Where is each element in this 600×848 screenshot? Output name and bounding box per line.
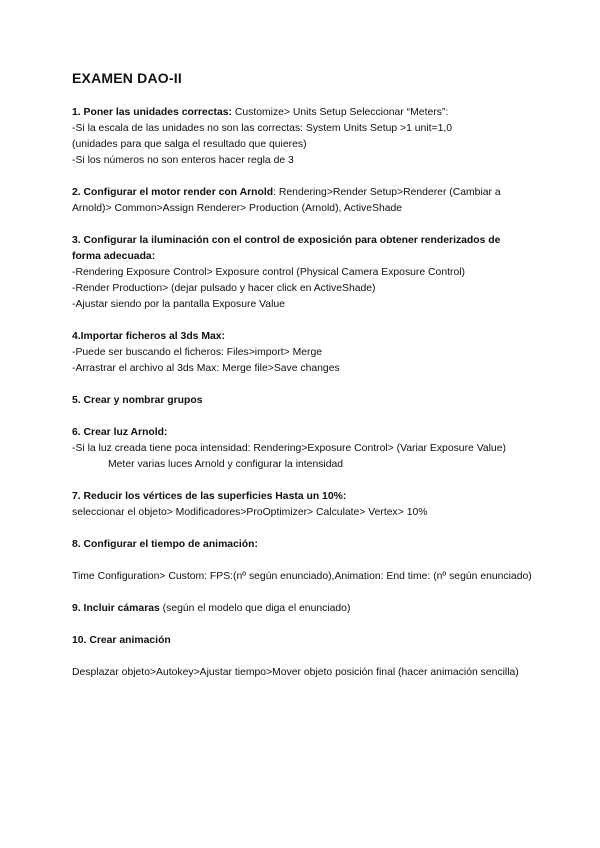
- section-1-line-1: -Si la escala de las unidades no son las correctas: System Units Setup >1 unit=1,0: [72, 123, 453, 134]
- document-page: [72, 70, 532, 681]
- section-1-line-3: -Si los números no son enteros hacer regla de 3: [72, 155, 294, 166]
- section-7: [72, 489, 532, 521]
- section-1-text: Customize> Units Setup Seleccionar “Meters”:: [231, 107, 449, 118]
- section-3-line-3: -Ajustar siendo por la pantalla Exposure Value: [72, 299, 285, 310]
- section-8-heading: 8. Configurar el tiempo de animación:: [72, 539, 258, 550]
- section-3-heading: 3. Configurar la iluminación con el control de exposición para obtener renderizados de forma adecuada:: [72, 235, 501, 262]
- document-title: EXAMEN DAO-II: [72, 70, 182, 86]
- section-1-heading: 1. Poner las unidades correctas:: [72, 107, 232, 118]
- section-1-line-2: (unidades para que salga el resultado que quieres): [72, 139, 307, 150]
- section-2-heading: 2. Configurar el motor render con Arnold: [72, 187, 274, 198]
- section-9-heading: 9. Incluir cámaras: [72, 603, 160, 614]
- section-9: [72, 601, 532, 617]
- section-6: [72, 425, 532, 473]
- section-8: [72, 537, 532, 585]
- section-10-line-1: Desplazar objeto>Autokey>Ajustar tiempo>Mover objeto posición final (hacer animación sencilla): [72, 667, 519, 678]
- section-3-line-2: -Render Production> (dejar pulsado y hacer click en ActiveShade): [72, 283, 376, 294]
- section-10-heading: 10. Crear animación: [72, 635, 171, 646]
- section-7-heading: 7. Reducir los vértices de las superficies Hasta un 10%:: [72, 491, 347, 502]
- section-10: [72, 633, 532, 681]
- section-2-text: : Rendering>Render Setup>Renderer (Cambiar a Arnold)> Common>Assign Renderer> Production (Arnold), ActiveShade: [72, 187, 501, 214]
- section-3-line-1: -Rendering Exposure Control> Exposure control (Physical Camera Exposure Control): [72, 267, 466, 278]
- section-3: [72, 233, 532, 313]
- section-2: [72, 185, 532, 217]
- section-8-line-1: Time Configuration> Custom: FPS:(nº según enunciado),Animation: End time: (nº según enunciado): [72, 571, 532, 582]
- section-6-line-2: Meter varias luces Arnold y configurar la intensidad: [108, 459, 344, 470]
- section-4: [72, 329, 532, 377]
- section-6-line-1: -Si la luz creada tiene poca intensidad: Rendering>Exposure Control> (Variar Exposure Value): [72, 443, 506, 454]
- section-7-line-1: seleccionar el objeto> Modificadores>ProOptimizer> Calculate> Vertex> 10%: [72, 507, 428, 518]
- section-1: [72, 105, 532, 169]
- section-4-line-2: -Arrastrar el archivo al 3ds Max: Merge file>Save changes: [72, 363, 340, 374]
- section-5-heading: 5. Crear y nombrar grupos: [72, 395, 203, 406]
- section-4-line-1: -Puede ser buscando el ficheros: Files>import> Merge: [72, 347, 323, 358]
- section-5: [72, 393, 532, 409]
- section-4-heading: 4.Importar ficheros al 3ds Max:: [72, 331, 226, 342]
- section-9-text: (según el modelo que diga el enunciado): [159, 603, 351, 614]
- section-6-heading: 6. Crear luz Arnold:: [72, 427, 168, 438]
